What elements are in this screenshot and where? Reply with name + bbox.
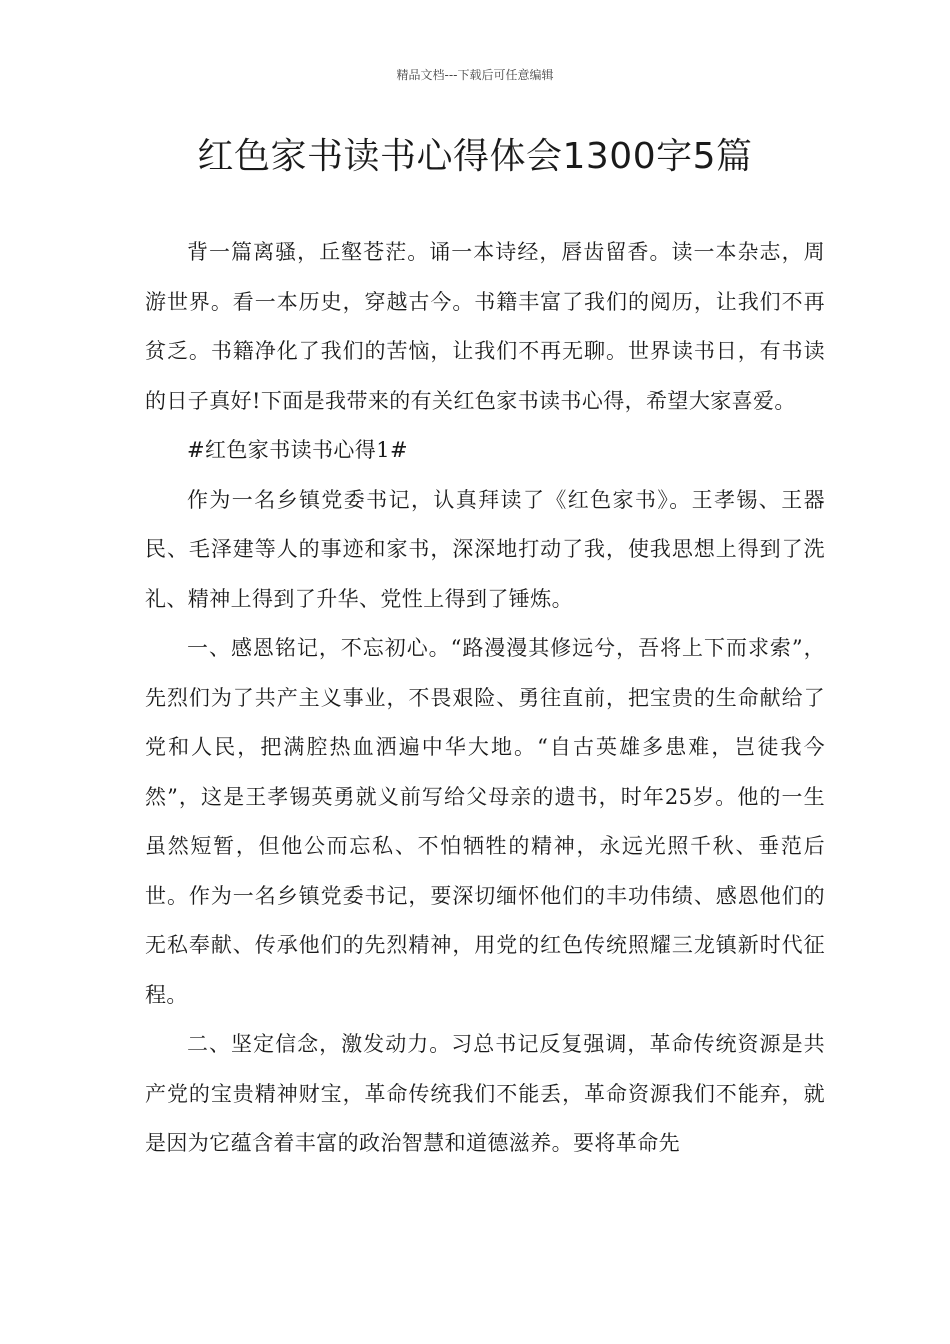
paragraph-reading-notes: 作为一名乡镇党委书记，认真拜读了《红色家书》。王孝锡、王器民、毛泽建等人的事迹和家书，深深地打动了我，使我思想上得到了洗礼、精神上得到了升华、党性上得到了锤炼。 bbox=[145, 487, 825, 611]
paragraph-point-one: 一、感恩铭记，不忘初心。“路漫漫其修远兮，吾将上下而求索”，先烈们为了共产主义事业，不畏艰险、勇往直前，把宝贵的生命献给了党和人民，把满腔热血洒遍中华大地。“自古英雄多患难，岂徒我今然”，这是王孝锡英勇就义前写给父母亲的遗书，时年25岁。他的一生虽然短暂，但他公而忘私、不怕牺牲的精神，永远光照千秋、垂范后世。作为一名乡镇党委书记，要深切缅怀他们的丰功伟绩、感恩他们的无私奉献、传承他们的先烈精神，用党的红色传统照耀三龙镇新时代征程。 bbox=[145, 636, 825, 1007]
paragraph-intro: 背一篇离骚，丘壑苍茫。诵一本诗经，唇齿留香。读一本杂志，周游世界。看一本历史，穿越古今。书籍丰富了我们的阅历，让我们不再贫乏。书籍净化了我们的苦恼，让我们不再无聊。世界读书日，有书读的日子真好!下面是我带来的有关红色家书读书心得，希望大家喜爱。 bbox=[145, 240, 825, 413]
paragraph-section-heading: #红色家书读书心得1# bbox=[187, 438, 408, 462]
document-body bbox=[145, 228, 825, 1169]
document-title: 红色家书读书心得体会1300字5篇 bbox=[197, 136, 753, 177]
header-note: 精品文档---下载后可任意编辑 bbox=[396, 68, 554, 82]
paragraph-point-two: 二、坚定信念，激发动力。习总书记反复强调，革命传统资源是共产党的宝贵精神财宝，革命传统我们不能丢，革命资源我们不能弃，就是因为它蕴含着丰富的政治智慧和道德滋养。要将革命先 bbox=[145, 1032, 825, 1155]
